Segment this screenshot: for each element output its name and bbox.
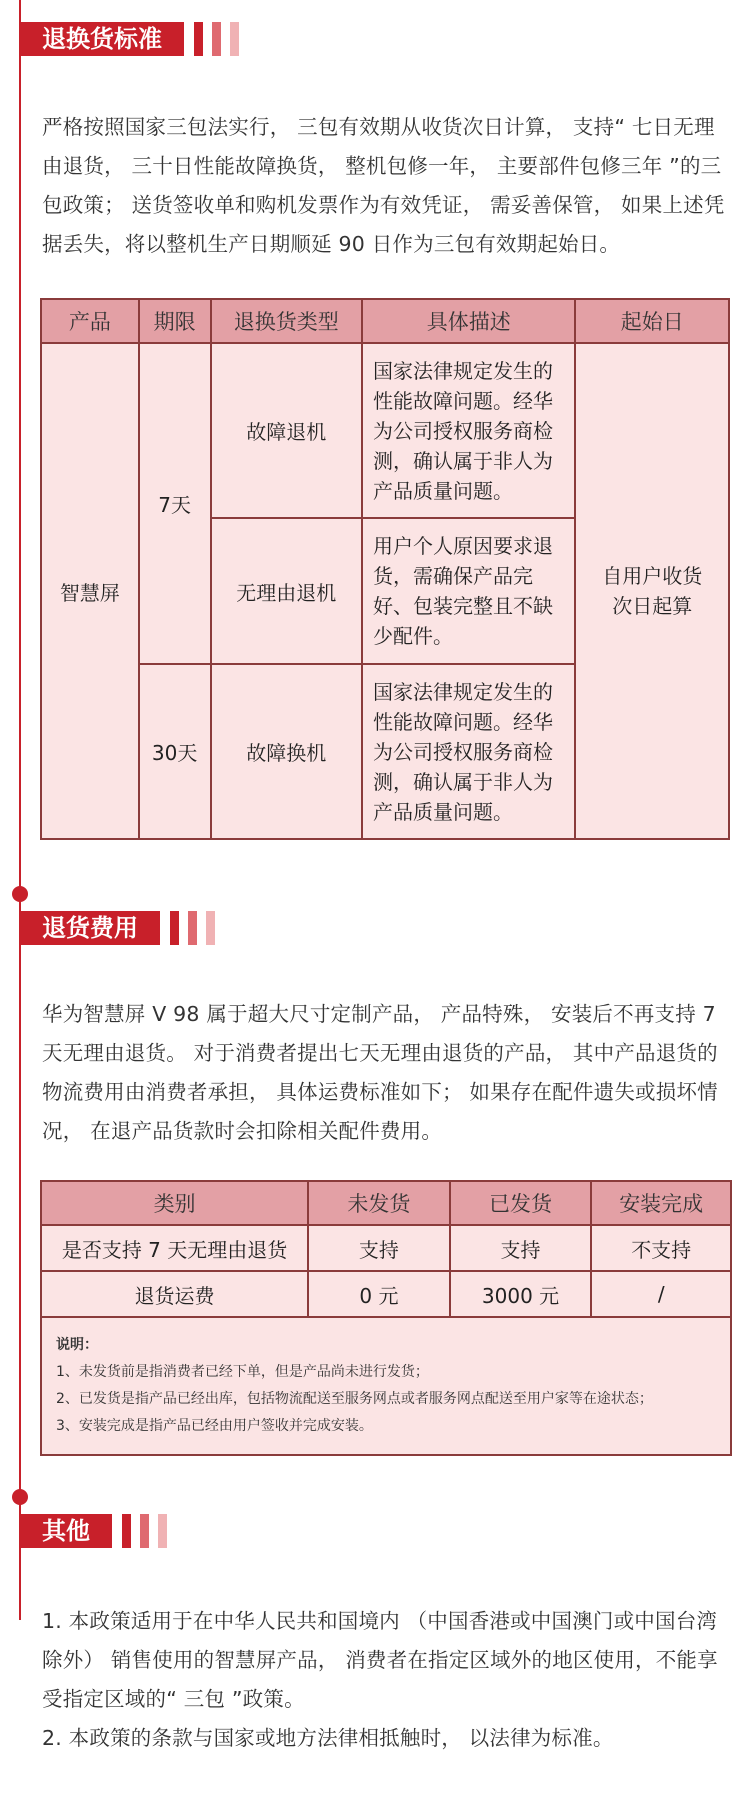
table-cell: 是否支持 7 天无理由退货 (41, 1225, 308, 1271)
description-cell: 国家法律规定发生的性能故障问题。经华为公司授权服务商检测，确认属于非人为产品质量问题。 (362, 664, 575, 839)
table-cell: 支持 (450, 1225, 592, 1271)
decorative-stripes (122, 1514, 176, 1548)
table-row (41, 1271, 731, 1317)
type-cell: 故障退机 (211, 343, 363, 518)
list-item: 2. 本政策的条款与国家或地方法律相抵触时， 以法律为标准。 (42, 1726, 614, 1750)
header-category: 类别 (41, 1181, 308, 1225)
header-product: 产品 (41, 299, 139, 343)
note-item: 2、已发货是指产品已经出库，包括物流配送至服务网点或者服务网点配送至用户家等在途状态； (56, 1391, 653, 1407)
description-cell: 国家法律规定发生的性能故障问题。经华为公司授权服务商检测，确认属于非人为产品质量问题。 (362, 343, 575, 518)
decorative-stripes (170, 911, 224, 945)
section-title: 其他 (20, 1514, 112, 1548)
note-item: 3、安装完成是指产品已经由用户签收并完成安装。 (56, 1418, 373, 1434)
period-cell: 30天 (139, 664, 211, 839)
section-title: 退换货标准 (20, 22, 184, 56)
section-title: 退货费用 (20, 911, 160, 945)
table-cell: / (591, 1271, 731, 1317)
header-shipped: 已发货 (450, 1181, 592, 1225)
type-cell: 故障换机 (211, 664, 363, 839)
section-header-return-standard (20, 22, 248, 56)
note-item: 1、未发货前是指消费者已经下单，但是产品尚未进行发货； (56, 1364, 429, 1380)
note-cell (41, 1317, 731, 1455)
note-title: 说明： (56, 1337, 98, 1353)
others-list (42, 1602, 732, 1758)
section-header-others (20, 1514, 176, 1548)
header-description: 具体描述 (362, 299, 575, 343)
return-standard-table (40, 298, 730, 840)
type-cell: 无理由退机 (211, 518, 363, 664)
table-cell: 退货运费 (41, 1271, 308, 1317)
period-cell: 7天 (139, 343, 211, 664)
return-standard-intro: 严格按照国家三包法实行， 三包有效期从收货次日计算， 支持“ 七日无理由退货， 三十日性能故障换货， 整机包修一年， 主要部件包修三年 ”的三包政策； 送货签收单和购机发票作为有效凭证， 需妥善保管， 如果上述凭据丢失，将以整机生产日期顺延 90 日作为三包有效期起始日。 (42, 115, 725, 256)
table-header-row (41, 1181, 731, 1225)
table-cell: 支持 (308, 1225, 450, 1271)
description-cell: 用户个人原因要求退货，需确保产品完好、包装完整且不缺少配件。 (362, 518, 575, 664)
header-type: 退换货类型 (211, 299, 363, 343)
list-item: 1. 本政策适用于在中华人民共和国境内 （中国香港或中国澳门或中国台湾除外） 销售使用的智慧屏产品， 消费者在指定区域外的地区使用，不能享受指定区域的“ 三包 ”政策。 (42, 1609, 718, 1711)
timeline-dot (12, 886, 28, 902)
header-not-shipped: 未发货 (308, 1181, 450, 1225)
header-start-day: 起始日 (575, 299, 729, 343)
decorative-stripes (194, 22, 248, 56)
product-cell: 智慧屏 (41, 343, 139, 839)
return-fees-table (40, 1180, 732, 1456)
return-fees-intro: 华为智慧屏 V 98 属于超大尺寸定制产品， 产品特殊， 安装后不再支持 7 天无理由退货。 对于消费者提出七天无理由退货的产品， 其中产品退货的物流费用由消费者承担， 具体运费标准如下； 如果存在配件遗失或损坏情况， 在退产品货款时会扣除相关配件费用。 (42, 1002, 718, 1143)
table-cell: 不支持 (591, 1225, 731, 1271)
section-header-return-fees (20, 911, 224, 945)
start-day-cell: 自用户收货 次日起算 (575, 343, 729, 839)
table-row (41, 1225, 731, 1271)
header-installed: 安装完成 (591, 1181, 731, 1225)
table-cell: 3000 元 (450, 1271, 592, 1317)
header-period: 期限 (139, 299, 211, 343)
timeline-line (19, 0, 21, 1620)
table-note-row (41, 1317, 731, 1455)
table-header-row (41, 299, 729, 343)
table-cell: 0 元 (308, 1271, 450, 1317)
timeline-dot (12, 1489, 28, 1505)
table-row (41, 343, 729, 518)
